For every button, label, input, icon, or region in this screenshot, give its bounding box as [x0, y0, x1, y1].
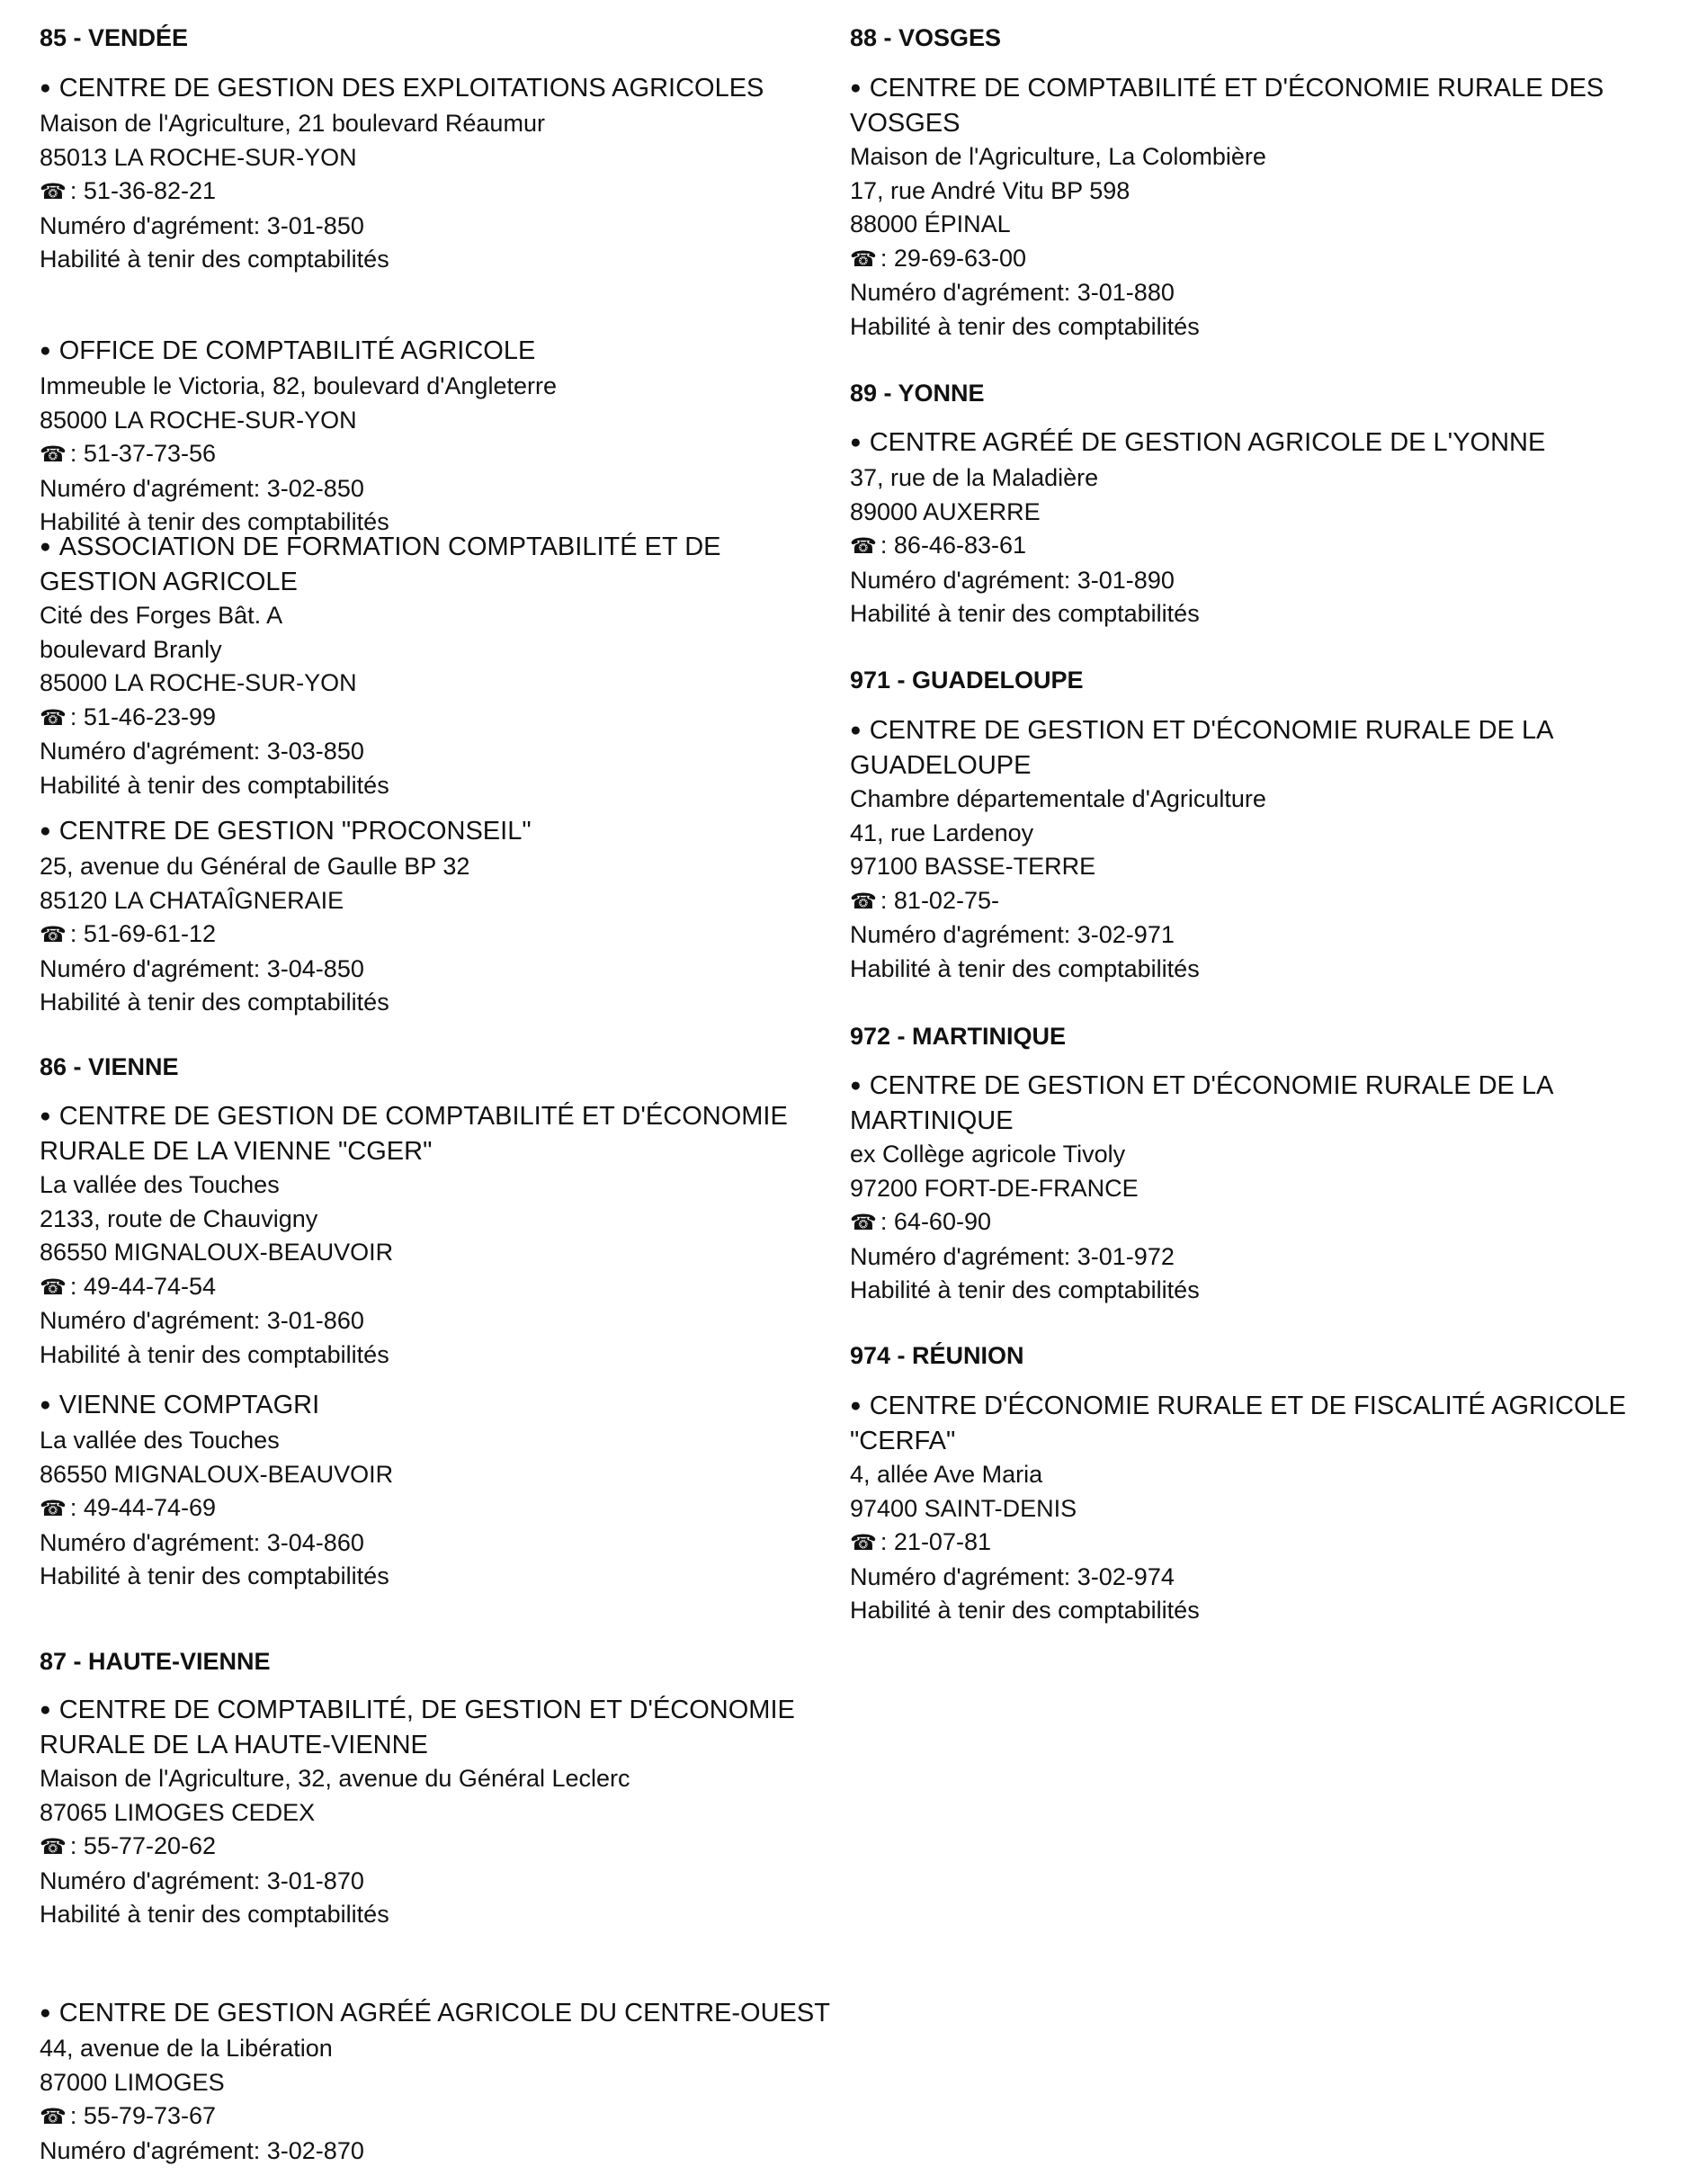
- section-heading: 86 - VIENNE: [40, 1053, 179, 1080]
- listing-entry: [40, 1389, 831, 1594]
- phone-line: [40, 437, 831, 472]
- listing-entry: [40, 1100, 831, 1373]
- organization-name: ● CENTRE D'ÉCONOMIE RURALE ET DE FISCALITÉ AGRICOLE "CERFA": [850, 1390, 1659, 1458]
- phone-number: : 51-36-82-21: [69, 177, 217, 205]
- phone-line: [850, 529, 1659, 564]
- telephone-icon: ☎: [850, 889, 877, 914]
- phone-number: : 81-02-75-: [880, 886, 999, 914]
- address-line: ex Collège agricole Tivoly: [850, 1141, 1126, 1168]
- agrement-number: Numéro d'agrément: 3-01-860: [40, 1307, 364, 1335]
- telephone-icon: ☎: [40, 1835, 67, 1860]
- phone-number: : 64-60-90: [880, 1208, 991, 1236]
- phone-number: : 49-44-74-69: [69, 1494, 217, 1522]
- address-line: boulevard Branly: [40, 635, 222, 663]
- address-line: 97200 FORT-DE-FRANCE: [850, 1174, 1139, 1202]
- address-line: 97100 BASSE-TERRE: [850, 853, 1096, 881]
- organization-name: ● CENTRE DE COMPTABILITÉ, DE GESTION ET D'ÉCONOMIE RURALE DE LA HAUTE-VIENNE: [40, 1694, 831, 1762]
- address-line: 86550 MIGNALOUX-BEAUVOIR: [40, 1460, 394, 1488]
- organization-name: ● CENTRE DE COMPTABILITÉ ET D'ÉCONOMIE RURALE DES VOSGES: [850, 72, 1659, 140]
- habilitation-note: Habilité à tenir des comptabilités: [850, 312, 1200, 340]
- organization-name: ● CENTRE DE GESTION ET D'ÉCONOMIE RURALE DE LA GUADELOUPE: [850, 714, 1659, 783]
- phone-number: : 21-07-81: [880, 1528, 991, 1556]
- address-line: 86550 MIGNALOUX-BEAUVOIR: [40, 1239, 394, 1267]
- address-line: Maison de l'Agriculture, La Colombière: [850, 143, 1266, 170]
- agrement-number: Numéro d'agrément: 3-03-850: [40, 738, 364, 765]
- section-heading: 88 - VOSGES: [850, 24, 1002, 51]
- phone-line: [40, 1270, 831, 1305]
- organization-name: ● CENTRE DE GESTION DE COMPTABILITÉ ET D'ÉCONOMIE RURALE DE LA VIENNE "CGER": [40, 1100, 831, 1168]
- phone-line: [40, 1830, 831, 1865]
- organization-name: ● CENTRE DE GESTION ET D'ÉCONOMIE RURALE DE LA MARTINIQUE: [850, 1070, 1659, 1138]
- habilitation-note: Habilité à tenir des comptabilités: [850, 1597, 1200, 1625]
- address-line: 88000 ÉPINAL: [850, 210, 1011, 238]
- address-line: 2133, route de Chauvigny: [40, 1204, 318, 1232]
- address-line: Maison de l'Agriculture, 32, avenue du Général Leclerc: [40, 1765, 630, 1792]
- address-line: 97400 SAINT-DENIS: [850, 1494, 1077, 1522]
- organization-name: ● CENTRE DE GESTION "PROCONSEIL": [40, 815, 831, 850]
- telephone-icon: ☎: [40, 2105, 67, 2130]
- phone-number: : 86-46-83-61: [880, 532, 1027, 559]
- telephone-icon: ☎: [850, 1211, 877, 1236]
- address-line: 89000 AUXERRE: [850, 497, 1041, 525]
- telephone-icon: ☎: [40, 705, 67, 730]
- habilitation-note: Habilité à tenir des comptabilités: [40, 1340, 389, 1368]
- address-line: 85000 LA ROCHE-SUR-YON: [40, 406, 357, 434]
- address-line: 17, rue André Vitu BP 598: [850, 176, 1131, 204]
- section-heading: 89 - YONNE: [850, 380, 985, 407]
- section-heading: 971 - GUADELOUPE: [850, 667, 1084, 694]
- phone-line: [850, 884, 1659, 919]
- habilitation-note: Habilité à tenir des comptabilités: [40, 1901, 389, 1929]
- listing-entry: [850, 714, 1659, 987]
- phone-line: [850, 1526, 1659, 1561]
- agrement-number: Numéro d'agrément: 3-01-850: [40, 211, 364, 239]
- address-line: 87065 LIMOGES CEDEX: [40, 1798, 316, 1826]
- telephone-icon: ☎: [40, 443, 67, 468]
- phone-line: [850, 242, 1659, 277]
- listing-entry: [40, 72, 831, 277]
- agrement-number: Numéro d'agrément: 3-02-974: [850, 1562, 1175, 1590]
- agrement-number: Numéro d'agrément: 3-04-860: [40, 1528, 364, 1556]
- phone-number: : 55-77-20-62: [69, 1832, 217, 1860]
- section-heading: 85 - VENDÉE: [40, 24, 189, 51]
- phone-line: [850, 1205, 1659, 1240]
- telephone-icon: ☎: [40, 923, 67, 948]
- habilitation-note: Habilité à tenir des comptabilités: [850, 600, 1200, 628]
- habilitation-note: Habilité à tenir des comptabilités: [850, 954, 1200, 982]
- agrement-number: Numéro d'agrément: 3-02-870: [40, 2136, 364, 2164]
- address-line: Maison de l'Agriculture, 21 boulevard Réaumur: [40, 110, 545, 137]
- habilitation-note: Habilité à tenir des comptabilités: [40, 508, 389, 536]
- address-line: La vallée des Touches: [40, 1427, 280, 1454]
- listing-entry: [40, 1694, 831, 1932]
- listing-entry: [850, 1390, 1659, 1628]
- address-line: 85013 LA ROCHE-SUR-YON: [40, 143, 357, 171]
- listing-entry: [40, 531, 831, 803]
- phone-number: : 51-37-73-56: [69, 440, 217, 468]
- address-line: 87000 LIMOGES: [40, 2068, 225, 2096]
- listing-entry: [40, 815, 831, 1020]
- telephone-icon: ☎: [850, 246, 877, 272]
- habilitation-note: Habilité à tenir des comptabilités: [40, 771, 389, 799]
- section-heading: 974 - RÉUNION: [850, 1342, 1024, 1369]
- listing-entry: [40, 335, 831, 540]
- address-line: La vallée des Touches: [40, 1171, 280, 1198]
- agrement-number: Numéro d'agrément: 3-02-850: [40, 474, 364, 502]
- address-line: 85120 LA CHATAÎGNERAIE: [40, 886, 344, 914]
- section-heading: 972 - MARTINIQUE: [850, 1023, 1067, 1050]
- phone-number: : 51-69-61-12: [69, 920, 217, 948]
- telephone-icon: ☎: [850, 1531, 877, 1556]
- listing-entry: [850, 72, 1659, 345]
- agrement-number: Numéro d'agrément: 3-02-971: [850, 921, 1175, 949]
- telephone-icon: ☎: [40, 1497, 67, 1522]
- organization-name: ● CENTRE AGRÉÉ DE GESTION AGRICOLE DE L'YONNE: [850, 426, 1659, 461]
- listing-entry: [850, 1070, 1659, 1308]
- organization-name: ● CENTRE DE GESTION DES EXPLOITATIONS AGRICOLES: [40, 72, 831, 107]
- telephone-icon: ☎: [40, 180, 67, 205]
- phone-number: : 55-79-73-67: [69, 2102, 217, 2130]
- agrement-number: Numéro d'agrément: 3-04-850: [40, 954, 364, 982]
- agrement-number: Numéro d'agrément: 3-01-890: [850, 566, 1175, 594]
- organization-name: ● VIENNE COMPTAGRI: [40, 1389, 831, 1424]
- address-line: 44, avenue de la Libération: [40, 2035, 333, 2062]
- address-line: 4, allée Ave Maria: [850, 1461, 1043, 1488]
- organization-name: ● CENTRE DE GESTION AGRÉÉ AGRICOLE DU CENTRE-OUEST: [40, 1997, 831, 2032]
- address-line: 85000 LA ROCHE-SUR-YON: [40, 669, 357, 697]
- address-line: Cité des Forges Bât. A: [40, 602, 283, 629]
- habilitation-note: Habilité à tenir des comptabilités: [40, 989, 389, 1016]
- phone-number: : 29-69-63-00: [880, 244, 1027, 272]
- organization-name: ● ASSOCIATION DE FORMATION COMPTABILITÉ ET DE GESTION AGRICOLE: [40, 531, 831, 599]
- address-line: Immeuble le Victoria, 82, boulevard d'Angleterre: [40, 372, 557, 399]
- phone-number: : 51-46-23-99: [69, 703, 217, 730]
- agrement-number: Numéro d'agrément: 3-01-972: [850, 1242, 1175, 1270]
- habilitation-note: Habilité à tenir des comptabilités: [850, 1276, 1200, 1304]
- phone-number: : 49-44-74-54: [69, 1272, 217, 1300]
- phone-line: [40, 917, 831, 953]
- agrement-number: Numéro d'agrément: 3-01-870: [40, 1866, 364, 1894]
- telephone-icon: ☎: [850, 534, 877, 559]
- agrement-number: Numéro d'agrément: 3-01-880: [850, 279, 1175, 307]
- phone-line: [40, 2099, 831, 2135]
- address-line: Chambre départementale d'Agriculture: [850, 785, 1266, 812]
- habilitation-note: Habilité à tenir des comptabilités: [40, 246, 389, 273]
- address-line: 37, rue de la Maladière: [850, 464, 1099, 491]
- address-line: 41, rue Lardenoy: [850, 819, 1034, 846]
- organization-name: ● OFFICE DE COMPTABILITÉ AGRICOLE: [40, 335, 831, 370]
- section-heading: 87 - HAUTE-VIENNE: [40, 1648, 271, 1675]
- phone-line: [40, 1491, 831, 1526]
- listing-entry: [850, 426, 1659, 631]
- phone-line: [40, 701, 831, 736]
- address-line: 25, avenue du Général de Gaulle BP 32: [40, 853, 470, 880]
- listing-entry: [40, 1997, 831, 2168]
- phone-line: [40, 175, 831, 210]
- telephone-icon: ☎: [40, 1275, 67, 1300]
- habilitation-note: Habilité à tenir des comptabilités: [40, 1562, 389, 1590]
